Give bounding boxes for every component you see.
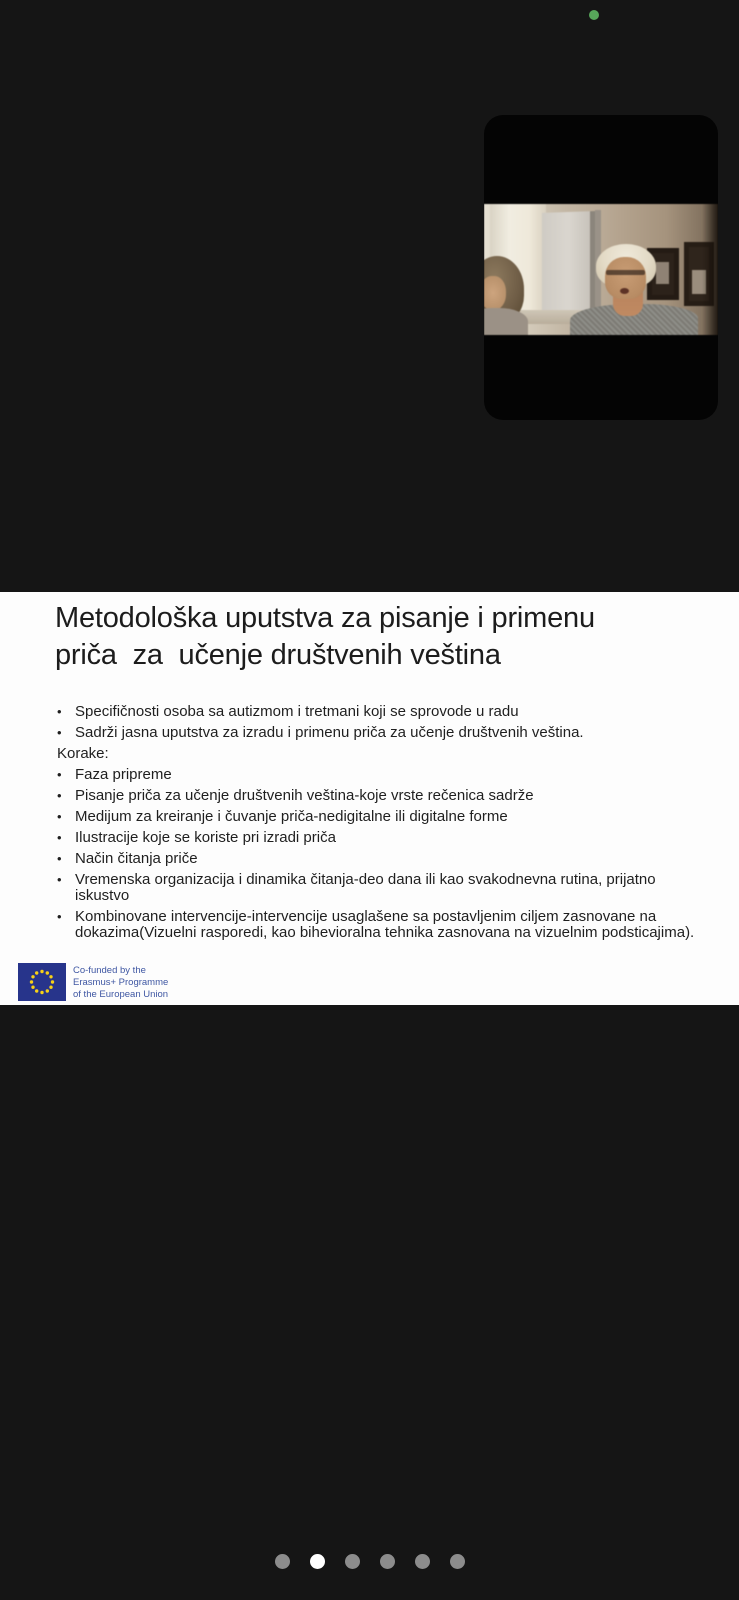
glasses-icon [606,270,645,275]
list-item-text: Ilustracije koje se koriste pri izradi priča [75,829,336,846]
list-item-text: Specifičnosti osoba sa autizmom i tretmani koji se sprovode u radu [75,703,519,720]
slide-bullet-list [57,704,705,941]
pagination-dot[interactable] [450,1554,465,1569]
bullet-icon: • [57,909,62,924]
slide-title [55,600,715,674]
list-item-text: Korake: [57,745,109,762]
self-video-tile[interactable] [484,115,718,420]
eu-logo-caption-line: Co-funded by the [73,965,146,976]
participant-video [484,204,718,335]
list-item-text: Faza pripreme [75,766,172,783]
bullet-icon: • [57,851,62,866]
list-item [57,830,705,846]
bullet-icon: • [57,767,62,782]
list-item [57,909,705,941]
pagination-dot[interactable] [275,1554,290,1569]
participant-left-body [484,308,528,335]
bullet-icon: • [57,704,62,719]
eu-logo-caption [73,963,168,1001]
list-item-text: Medijum za kreiranje i čuvanje priča-nedigitalne ili digitalne forme [75,808,508,825]
bullet-icon: • [57,872,62,887]
list-item [57,704,705,720]
list-item [57,746,705,762]
bullet-icon: • [57,725,62,740]
video-shelf-photo [656,262,669,284]
slide-title-line: priča za učenje društvenih veština [55,639,501,671]
list-item [57,767,705,783]
eu-cofunded-logo [18,963,168,1001]
video-shadow [702,204,718,335]
pagination-dot[interactable] [310,1554,325,1569]
list-item-text: Vremenska organizacija i dinamika čitanja-deo dana ili kao svakodnevna rutina, prijatno iskustvo [75,871,656,904]
video-door [542,211,595,317]
bullet-icon: • [57,809,62,824]
list-item-text: Sadrži jasna uputstva za izradu i primenu priča za učenje društvenih veština. [75,724,584,741]
slide-title-line: Metodološka uputstva za pisanje i primenu [55,602,595,634]
presentation-slide[interactable] [0,592,739,1005]
bullet-icon: • [57,830,62,845]
eu-logo-caption-line: of the European Union [73,989,169,1000]
participant-right-mouth [620,288,629,294]
list-item-text: Kombinovane intervencije-intervencije usaglašene sa postavljenim ciljem zasnovane na dokazima(Vizuelni rasporedi, kao bihevioralna tehnika zasnovana na vizuelnim podsticajima). [75,908,695,941]
list-item [57,851,705,867]
list-item [57,788,705,804]
eu-logo-caption-line: Erasmus+ Programme [73,977,169,988]
list-item-text: Pisanje priča za učenje društvenih veština-koje vrste rečenica sadrže [75,787,534,804]
list-item-text: Način čitanja priče [75,850,198,867]
camera-active-dot [589,10,599,20]
list-item [57,809,705,825]
bullet-icon: • [57,788,62,803]
pagination-dot[interactable] [345,1554,360,1569]
pagination-dot[interactable] [380,1554,395,1569]
pagination-dot[interactable] [415,1554,430,1569]
list-item [57,872,705,904]
participant-left-face [484,276,506,310]
list-item [57,725,705,741]
pagination-dots [0,1554,739,1569]
eu-flag-icon [18,963,66,1001]
